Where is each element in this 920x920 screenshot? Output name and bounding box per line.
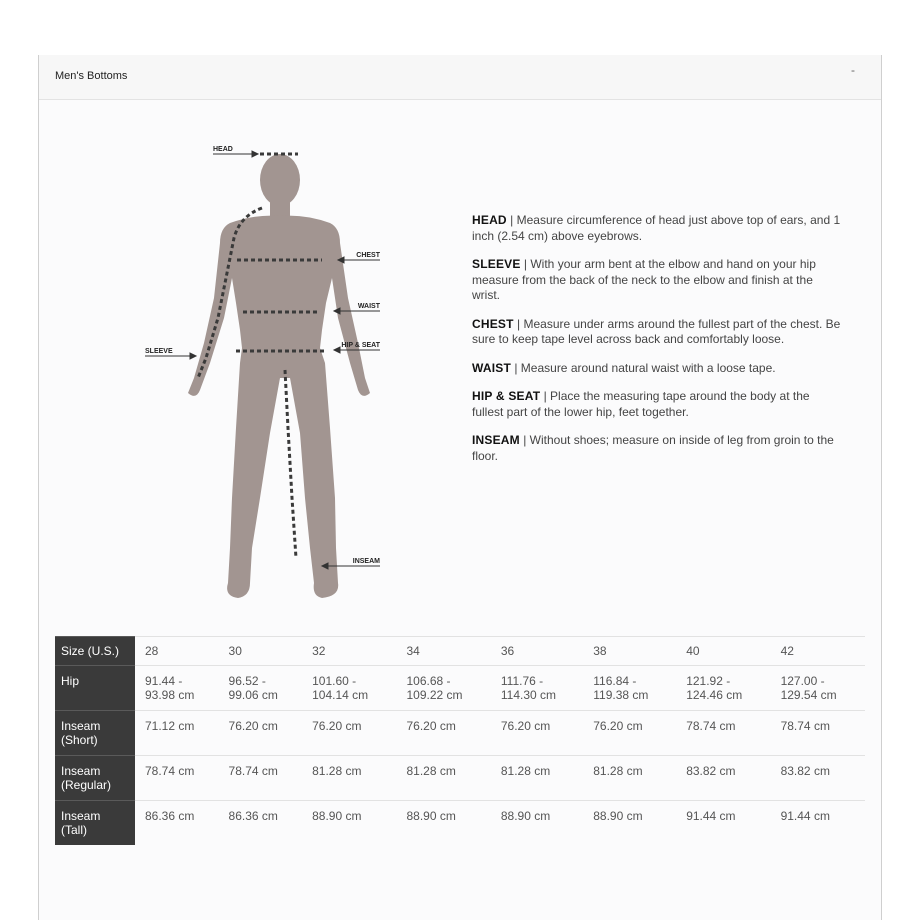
measurement-instructions	[472, 213, 844, 477]
table-row	[55, 756, 865, 801]
table-cell: 91.44 - 93.98 cm	[135, 666, 219, 711]
table-cell: 88.90 cm	[302, 801, 396, 846]
table-row	[55, 666, 865, 711]
table-cell: 76.20 cm	[302, 711, 396, 756]
body-silhouette	[188, 154, 370, 598]
label-hip-seat: HIP & SEAT	[341, 342, 380, 349]
size-cell: 34	[396, 637, 490, 666]
table-cell: 81.28 cm	[302, 756, 396, 801]
label-inseam: INSEAM	[352, 558, 380, 565]
table-cell: 78.74 cm	[771, 711, 865, 756]
table-cell: 106.68 - 109.22 cm	[396, 666, 490, 711]
table-cell: 88.90 cm	[396, 801, 490, 846]
size-cell: 30	[219, 637, 303, 666]
table-cell: 121.92 - 124.46 cm	[676, 666, 770, 711]
instruction-head: HEAD | Measure circumference of head just above top of ears, and 1 inch (2.54 cm) above eyebrows.	[472, 213, 841, 243]
table-cell: 101.60 - 104.14 cm	[302, 666, 396, 711]
size-cell: 32	[302, 637, 396, 666]
table-cell: 78.74 cm	[219, 756, 303, 801]
table-cell: 86.36 cm	[219, 801, 303, 846]
size-header: Size (U.S.)	[55, 637, 135, 666]
table-cell: 71.12 cm	[135, 711, 219, 756]
row-header-inseam-tall: Inseam (Tall)	[55, 801, 135, 846]
label-sleeve: SLEEVE	[145, 348, 173, 355]
table-cell: 88.90 cm	[583, 801, 676, 846]
table-cell: 96.52 - 99.06 cm	[219, 666, 303, 711]
table-cell: 76.20 cm	[583, 711, 676, 756]
table-cell: 76.20 cm	[396, 711, 490, 756]
table-cell: 88.90 cm	[491, 801, 583, 846]
table-cell: 81.28 cm	[491, 756, 583, 801]
table-cell: 111.76 - 114.30 cm	[491, 666, 583, 711]
row-header-hip: Hip	[55, 666, 135, 711]
table-row	[55, 637, 865, 666]
size-cell: 36	[491, 637, 583, 666]
panel-title: Men's Bottoms	[55, 70, 128, 82]
table-cell: 86.36 cm	[135, 801, 219, 846]
table-cell: 127.00 - 129.54 cm	[771, 666, 865, 711]
label-waist: WAIST	[357, 303, 380, 310]
table-cell: 78.74 cm	[135, 756, 219, 801]
label-chest: CHEST	[356, 252, 380, 259]
table-cell: 76.20 cm	[491, 711, 583, 756]
label-head: HEAD	[213, 146, 233, 153]
size-table	[55, 636, 865, 845]
size-cell: 28	[135, 637, 219, 666]
instruction-chest: CHEST | Measure under arms around the fullest part of the chest. Be sure to keep tape level across back and comfortably loose.	[472, 316, 841, 346]
size-cell: 38	[583, 637, 676, 666]
collapse-toggle-icon[interactable]: -	[851, 63, 855, 77]
table-cell: 76.20 cm	[219, 711, 303, 756]
measurement-figure	[100, 78, 400, 608]
size-cell: 42	[771, 637, 865, 666]
table-cell: 78.74 cm	[676, 711, 770, 756]
instruction-hip-seat: HIP & SEAT | Place the measuring tape around the body at the fullest part of the lower hip, feet together.	[472, 389, 810, 419]
row-header-inseam-regular: Inseam (Regular)	[55, 756, 135, 801]
instruction-sleeve: SLEEVE | With your arm bent at the elbow and hand on your hip measure from the back of the neck to the elbow and finish at the wrist.	[472, 257, 816, 302]
size-cell: 40	[676, 637, 770, 666]
table-cell: 81.28 cm	[583, 756, 676, 801]
table-row	[55, 801, 865, 846]
table-cell: 116.84 - 119.38 cm	[583, 666, 676, 711]
table-cell: 91.44 cm	[771, 801, 865, 846]
instruction-inseam: INSEAM | Without shoes; measure on inside of leg from groin to the floor.	[472, 433, 834, 463]
row-header-inseam-short: Inseam (Short)	[55, 711, 135, 756]
table-row	[55, 711, 865, 756]
table-cell: 83.82 cm	[771, 756, 865, 801]
instruction-waist: WAIST | Measure around natural waist with a loose tape.	[472, 360, 776, 375]
table-cell: 91.44 cm	[676, 801, 770, 846]
table-cell: 83.82 cm	[676, 756, 770, 801]
table-cell: 81.28 cm	[396, 756, 490, 801]
